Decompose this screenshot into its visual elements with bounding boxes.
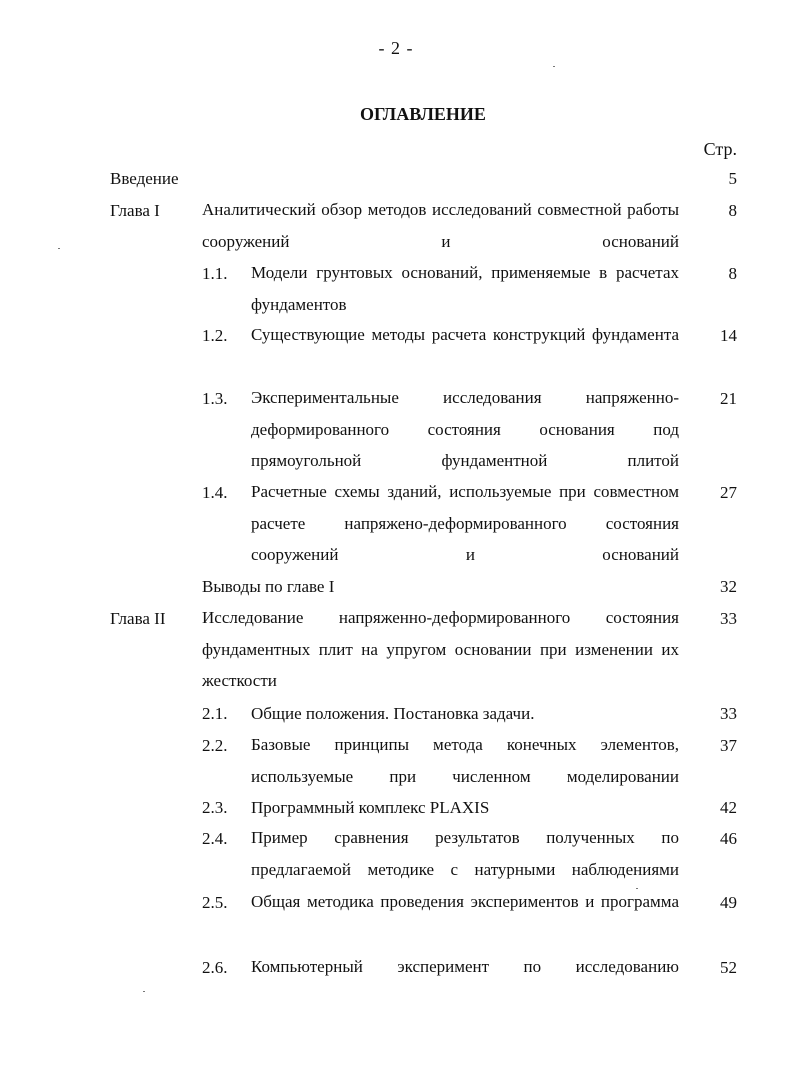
toc-section-number: 1.1. [202, 264, 228, 283]
toc-chapter-1-page: 8 [728, 201, 737, 220]
toc-section-number: 1.3. [202, 389, 228, 408]
toc-section-title: Общая методика проведения экспериментов и программа [251, 892, 679, 911]
toc-conclusions-title: Выводы по главе I [202, 577, 335, 596]
toc-section-title: Общие положения. Постановка задачи. [251, 704, 535, 723]
scan-speck [58, 248, 60, 249]
toc-section-number: 1.4. [202, 483, 228, 502]
toc-chapter-1-title: Аналитический обзор методов исследований совместной работы сооружений и оснований [202, 200, 679, 251]
toc-section-page: 21 [720, 389, 737, 408]
toc-section-title: Существующие методы расчета конструкций фундамента [251, 325, 679, 344]
toc-section-number: 2.5. [202, 893, 228, 912]
toc-chapter-2-title: Исследование напряженно-деформированного состояния фундаментных плит на упругом основании при изменении их жесткости [202, 608, 679, 690]
toc-intro-label: Введение [110, 169, 179, 188]
toc-section-number: 2.4. [202, 829, 228, 848]
toc-section-number: 2.2. [202, 736, 228, 755]
toc-section-page: 37 [720, 736, 737, 755]
scan-speck [636, 888, 638, 889]
toc-section-title: Базовые принципы метода конечных элементов, используемые при численном моделировании [251, 735, 679, 786]
page-number: - 2 - [378, 38, 414, 58]
toc-chapter-2-page: 33 [720, 609, 737, 628]
toc-section-title: Компьютерный эксперимент по исследованию [251, 957, 679, 976]
toc-section-number: 1.2. [202, 326, 228, 345]
toc-section-page: 33 [720, 704, 737, 723]
toc-section-title: Программный комплекс PLAXIS [251, 798, 490, 817]
toc-section-title: Экспериментальные исследования напряженно-деформированного состояния основания под прямоугольной фундаментной плитой [251, 388, 679, 470]
page-title: ОГЛАВЛЕНИЕ [360, 104, 486, 124]
toc-section-page: 46 [720, 829, 737, 848]
scan-speck [553, 66, 555, 67]
page-column-header: Стр. [703, 139, 737, 159]
toc-section-title: Пример сравнения результатов полученных по предлагаемой методике с натурными наблюдениями [251, 828, 679, 879]
toc-chapter-2-label: Глава II [110, 609, 166, 628]
toc-conclusions-page: 32 [720, 577, 737, 596]
toc-section-title: Модели грунтовых оснований, применяемые в расчетах фундаментов [251, 263, 679, 314]
toc-section-page: 49 [720, 893, 737, 912]
toc-section-title: Расчетные схемы зданий, используемые при совместном расчете напряжено-деформированного состояния сооружений и оснований [251, 482, 679, 564]
toc-section-page: 42 [720, 798, 737, 817]
toc-section-page: 52 [720, 958, 737, 977]
toc-section-number: 2.6. [202, 958, 228, 977]
toc-section-number: 2.3. [202, 798, 228, 817]
toc-section-page: 27 [720, 483, 737, 502]
toc-intro-page: 5 [728, 169, 737, 188]
toc-chapter-1-label: Глава I [110, 201, 160, 220]
scan-speck [143, 991, 145, 992]
toc-section-page: 8 [728, 264, 737, 283]
toc-section-number: 2.1. [202, 704, 228, 723]
toc-section-page: 14 [720, 326, 737, 345]
